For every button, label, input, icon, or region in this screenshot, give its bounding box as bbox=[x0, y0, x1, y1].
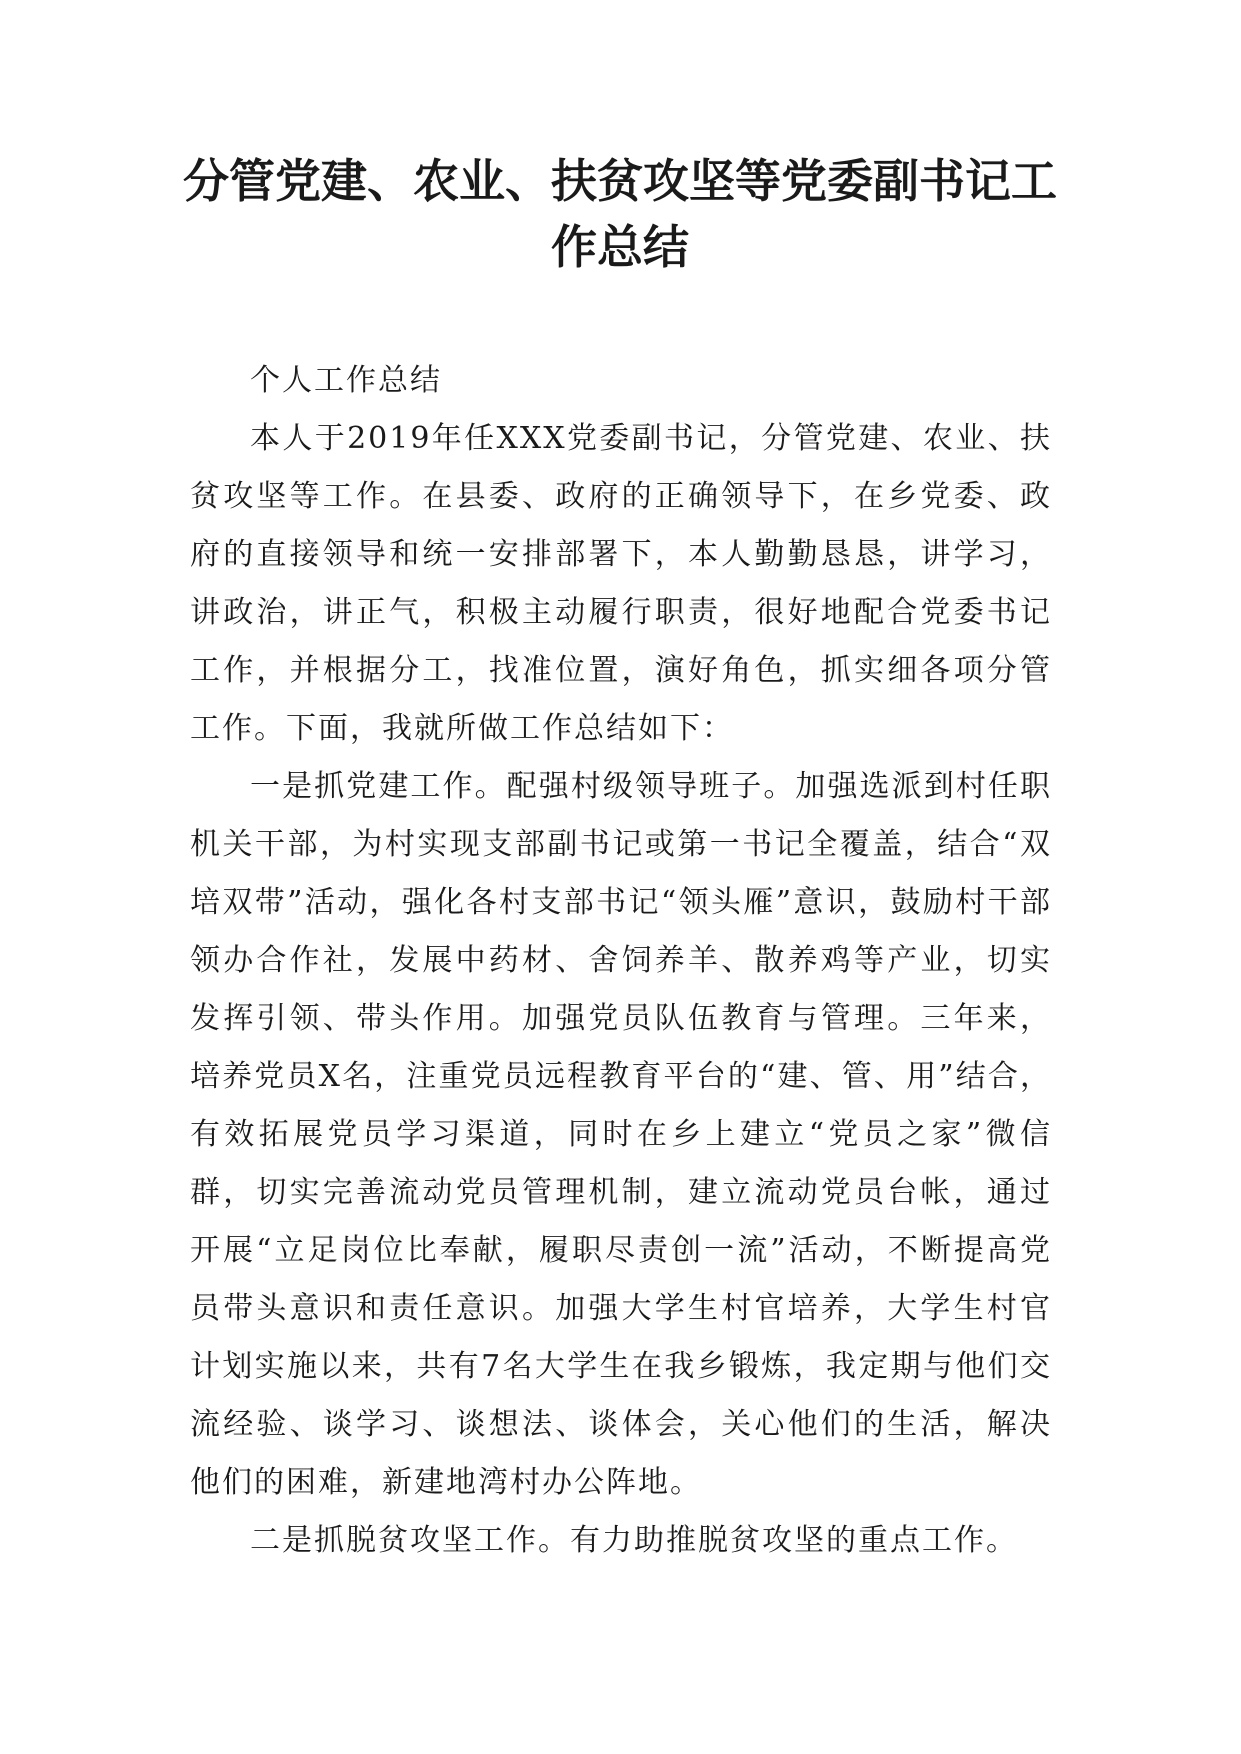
title-line-1: 分管党建、农业、扶贫攻坚等党委副书记工 bbox=[183, 154, 1057, 208]
paragraph-intro: 本人于2019年任XXX党委副书记，分管党建、农业、扶贫攻坚等工作。在县委、政府的正确领导下，在乡党委、政府的直接领导和统一安排部署下，本人勤勤恳恳，讲学习，讲政治，讲正气，积极主动履行职责，很好地配合党委书记工作，并根据分工，找准位置，演好角色，抓实细各项分管工作。下面，我就所做工作总结如下： bbox=[190, 421, 1052, 746]
paragraph-party-building: 一是抓党建工作。配强村级领导班子。加强选派到村任职机关干部，为村实现支部副书记或第一书记全覆盖，结合“双培双带”活动，强化各村支部书记“领头雁”意识，鼓励村干部领办合作社，发展中药材、舍饲养羊、散养鸡等产业，切实发挥引领、带头作用。加强党员队伍教育与管理。三年来，培养党员X名，注重党员远程教育平台的“建、管、用”结合，有效拓展党员学习渠道，同时在乡上建立“党员之家”微信群，切实完善流动党员管理机制，建立流动党员台帐，通过开展“立足岗位比奉献，履职尽责创一流”活动，不断提高党员带头意识和责任意识。加强大学生村官培养，大学生村官计划实施以来，共有7名大学生在我乡锻炼，我定期与他们交流经验、谈学习、谈想法、谈体会，关心他们的生活，解决他们的困难，新建地湾村办公阵地。 bbox=[190, 769, 1052, 1500]
paragraph-subtitle: 个人工作总结 bbox=[250, 363, 442, 398]
paragraph-poverty-alleviation: 二是抓脱贫攻坚工作。有力助推脱贫攻坚的重点工作。 bbox=[250, 1523, 1018, 1558]
title-line-2: 作总结 bbox=[551, 220, 689, 274]
document-body bbox=[190, 352, 1052, 1570]
document-title bbox=[180, 148, 1060, 280]
